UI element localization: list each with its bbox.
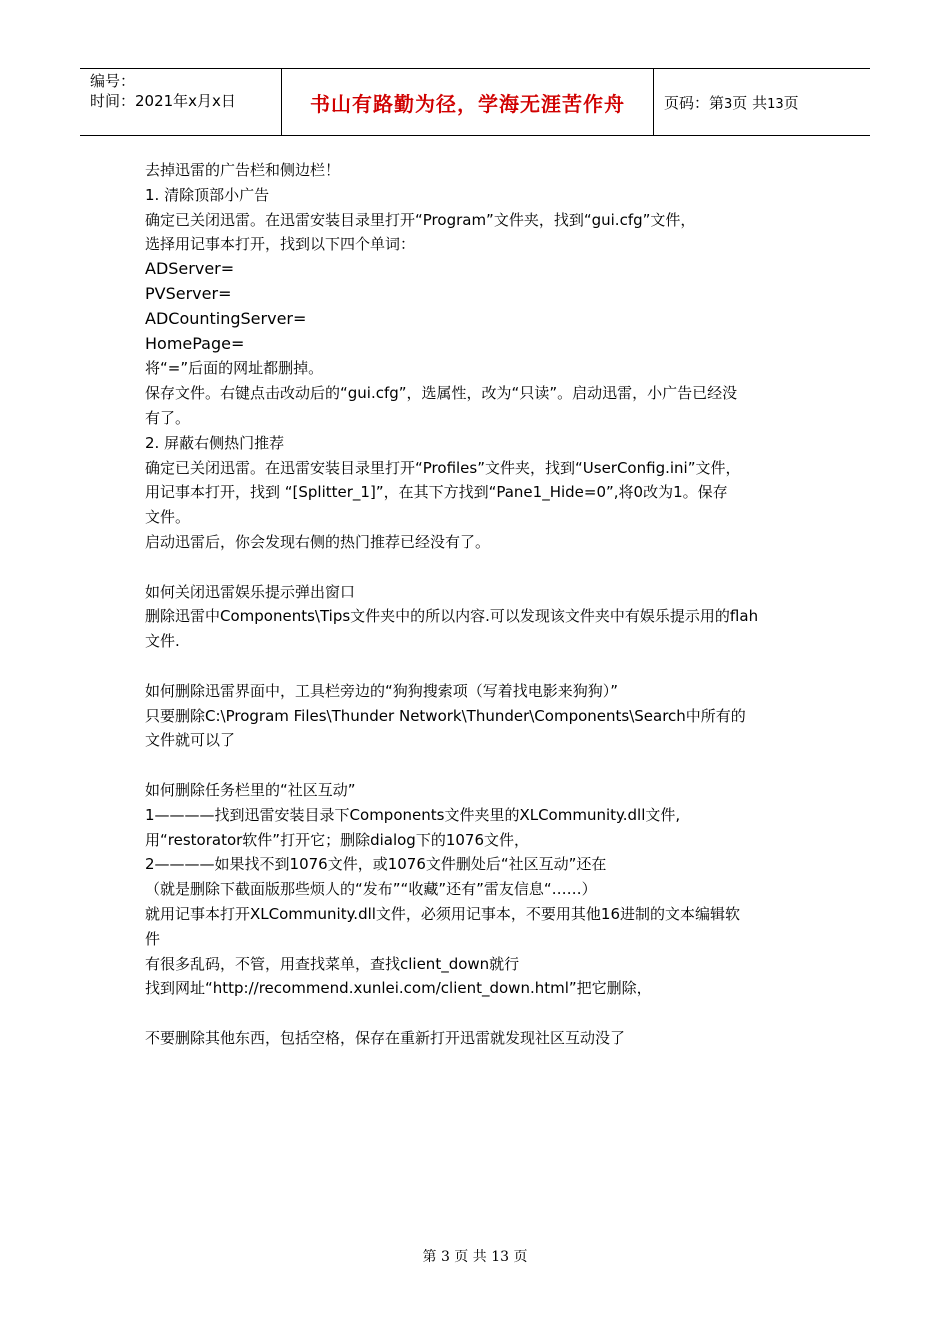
body-line: ADCountingServer=	[145, 308, 307, 328]
body-line: 有了。	[145, 408, 191, 427]
body-line: 用“restorator软件”打开它；删除dialog下的1076文件，	[145, 830, 529, 849]
blank-line	[145, 753, 815, 778]
page-suffix: 页	[783, 93, 799, 112]
body-line: 选择用记事本打开，找到以下四个单词：	[145, 235, 416, 254]
header-motto-cell	[282, 69, 654, 135]
page-footer: 第 3 页 共 13 页	[422, 1249, 528, 1265]
body-line: 文件。	[145, 508, 191, 527]
body-line: 删除迅雷中Components\Tips文件夹中的所以内容.可以发现该文件夹中有娱乐提示用的flah	[145, 607, 759, 626]
page-info	[664, 92, 799, 113]
body-line: 确定已关闭迅雷。在迅雷安装目录里打开“Profiles”文件夹，找到“UserConfig.ini”文件，	[145, 458, 741, 477]
body-line: 1————找到迅雷安装目录下Components文件夹里的XLCommunity.dll文件,	[145, 805, 681, 824]
body-line: 1. 清除顶部小广告	[145, 185, 270, 204]
body-line: 件	[145, 929, 161, 948]
time-label: 时间：2021年x月x日	[90, 92, 236, 110]
page-current: 3	[724, 96, 733, 112]
page-total: 13	[767, 96, 784, 112]
body-line: 确定已关闭迅雷。在迅雷安装目录里打开“Program”文件夹，找到“gui.cfg”文件，	[145, 210, 696, 229]
header-meta	[80, 69, 282, 135]
body-line: 如何关闭迅雷娱乐提示弹出窗口	[145, 582, 356, 601]
body-line: 不要删除其他东西，包括空格，保存在重新打开迅雷就发现社区互动没了	[145, 1028, 626, 1047]
header-page-cell	[654, 69, 870, 135]
blank-line	[145, 654, 815, 679]
body-line: 2————如果找不到1076文件，或1076文件删处后“社区互动”还在	[145, 855, 607, 874]
body-line: 保存文件。右键点击改动后的“gui.cfg”，选属性，改为“只读”。启动迅雷，小广告已经没	[145, 384, 738, 403]
body-line: 文件.	[145, 632, 180, 651]
number-label: 编号：	[90, 72, 136, 90]
body-line: 启动迅雷后，你会发现右侧的热门推荐已经没有了。	[145, 532, 491, 551]
body-line: 就用记事本打开XLCommunity.dll文件，必须用记事本，不要用其他16进制的文本编辑软	[145, 904, 741, 923]
body-line: 有很多乱码，不管，用查找菜单，查找client_down就行	[145, 954, 520, 973]
body-line: （就是删除下截面版那些烦人的“发布”“收藏”还有”雷友信息“……）	[145, 880, 597, 899]
body-line: PVServer=	[145, 283, 232, 303]
body-line: 去掉迅雷的广告栏和侧边栏！	[145, 161, 341, 179]
body-line: 2. 屏蔽右侧热门推荐	[145, 433, 285, 452]
body-line: 文件就可以了	[145, 731, 236, 750]
body-line: 如何删除迅雷界面中，工具栏旁边的“狗狗搜索项（写着找电影来狗狗）”	[145, 681, 619, 700]
body-line: 用记事本打开，找到 “[Splitter_1]”，在其下方找到“Pane1_Hide=0”,将0改为1。保存	[145, 483, 728, 502]
page-header	[80, 68, 870, 136]
blank-line	[145, 555, 815, 580]
motto: 书山有路勤为径，学海无涯苦作舟	[310, 91, 625, 116]
body-line: 将“=”后面的网址都删掉。	[145, 359, 324, 378]
document-body	[145, 158, 815, 1051]
page-mid: 页 共	[732, 93, 768, 112]
body-line: ADServer=	[145, 259, 235, 279]
body-line: 找到网址“http://recommend.xunlei.com/client_down.html”把它删除，	[145, 979, 652, 998]
page-prefix: 页码：第	[664, 93, 725, 112]
body-line: 只要删除C:\Program Files\Thunder Network\Thunder\Components\Search中所有的	[145, 706, 746, 725]
body-line: 如何删除任务栏里的“社区互动”	[145, 780, 356, 799]
body-line: HomePage=	[145, 333, 245, 353]
blank-line	[145, 1001, 815, 1026]
